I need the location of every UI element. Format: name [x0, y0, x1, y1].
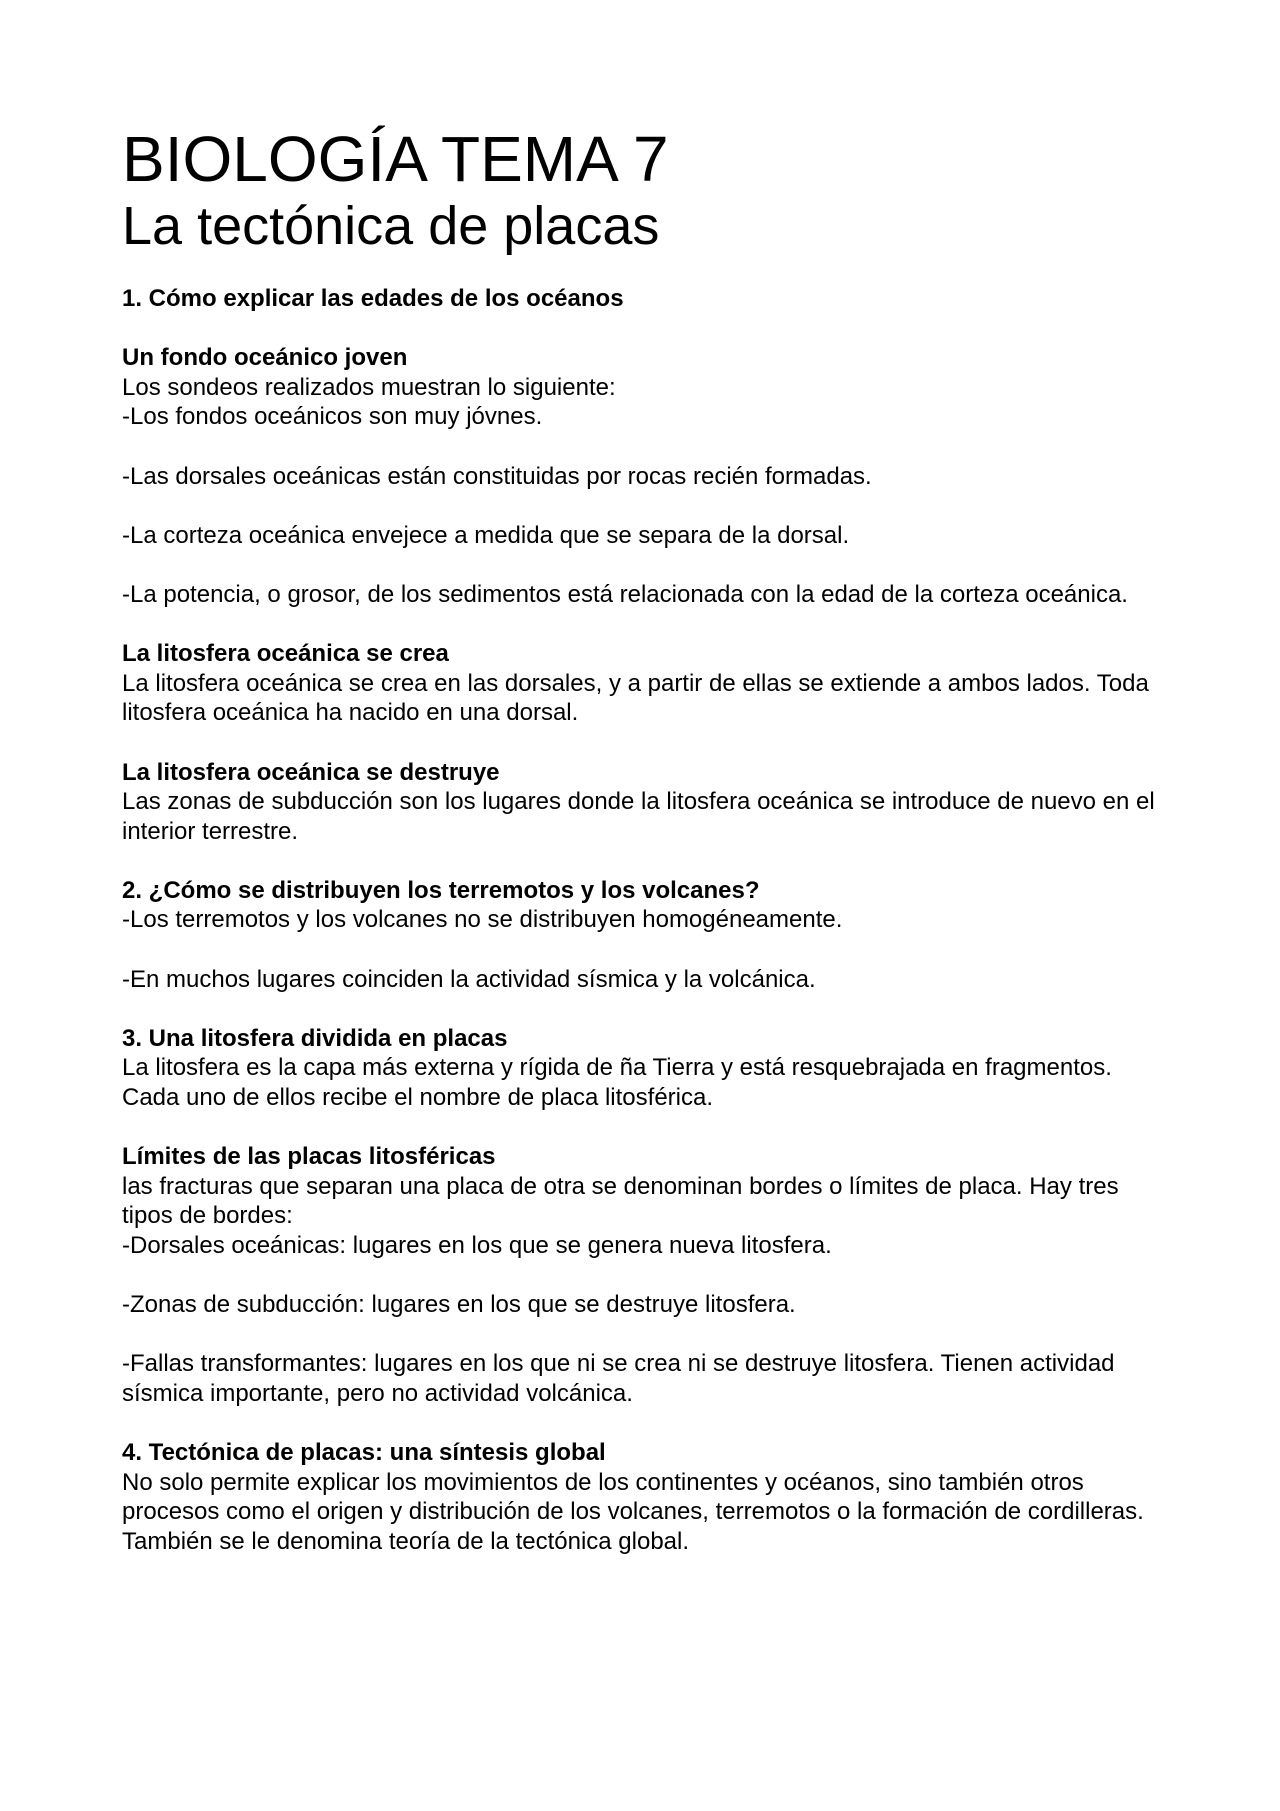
paragraph-lithosphere-destroyed: Las zonas de subducción son los lugares donde la litosfera oceánica se introduce de nuevo en el interior terrestre.: [122, 788, 1162, 845]
subsection-heading-plate-boundaries: Límites de las placas litosféricas: [122, 1143, 496, 1171]
document-page: [122, 124, 1172, 1557]
list-item: -Dorsales oceánicas: lugares en los que se genera nueva litosfera.: [122, 1232, 832, 1259]
list-item: -Las dorsales oceánicas están constituidas por rocas recién formadas.: [122, 462, 872, 490]
paragraph-divided-lithosphere: La litosfera es la capa más externa y rígida de ña Tierra y está resquebrajada en fragmentos. Cada uno de ellos recibe el nombre de placa litosférica.: [122, 1054, 1119, 1112]
section-heading-earthquakes-volcanoes: 2. ¿Cómo se distribuyen los terremotos y los volcanes?: [122, 876, 760, 904]
paragraph-lithosphere-created: La litosfera oceánica se crea en las dorsales, y a partir de ellas se extiende a ambos lados. Toda litosfera oceánica ha nacido en una dorsal.: [122, 669, 1156, 727]
list-item: -Zonas de subducción: lugares en los que se destruye litosfera.: [122, 1291, 796, 1319]
subsection-heading-lithosphere-created: La litosfera oceánica se crea: [122, 640, 449, 668]
list-item: -La potencia, o grosor, de los sedimentos está relacionada con la edad de la corteza oceánica.: [122, 580, 1128, 608]
document-title: BIOLOGÍA TEMA 7: [122, 123, 669, 195]
subsection-heading-lithosphere-destroyed: La litosfera oceánica se destruye: [122, 758, 500, 786]
section-heading-ages-of-oceans: 1. Cómo explicar las edades de los océanos: [122, 285, 624, 312]
paragraph-plate-boundaries-intro: las fracturas que separan una placa de otra se denominan bordes o límites de placa. Hay tres tipos de bordes:: [122, 1172, 1126, 1230]
list-item: -La corteza oceánica envejece a medida que se separa de la dorsal.: [122, 521, 850, 549]
list-item: -Los terremotos y los volcanes no se distribuyen homogéneamente.: [122, 906, 843, 934]
list-item: -Los fondos oceánicos son muy jóvnes.: [122, 403, 543, 431]
section-heading-global-synthesis: 4. Tectónica de placas: una síntesis global: [122, 1439, 606, 1467]
section-heading-divided-lithosphere: 3. Una litosfera dividida en placas: [122, 1024, 508, 1052]
list-item: -En muchos lugares coinciden la actividad sísmica y la volcánica.: [122, 965, 816, 993]
subsection-heading-young-ocean-floor: Un fondo oceánico joven: [122, 344, 408, 372]
paragraph-soundings-intro: Los sondeos realizados muestran lo siguiente:: [122, 373, 616, 401]
document-subtitle: La tectónica de placas: [122, 196, 660, 256]
paragraph-global-synthesis: No solo permite explicar los movimientos de los continentes y océanos, sino también otros procesos como el origen y distribución de los volcanes, terremotos o la formación de cordilleras. También se le denomina teoría de la tectónica global.: [122, 1468, 1151, 1555]
list-item: -Fallas transformantes: lugares en los que ni se crea ni se destruye litosfera. Tienen actividad sísmica importante, pero no actividad volcánica.: [122, 1350, 1122, 1407]
